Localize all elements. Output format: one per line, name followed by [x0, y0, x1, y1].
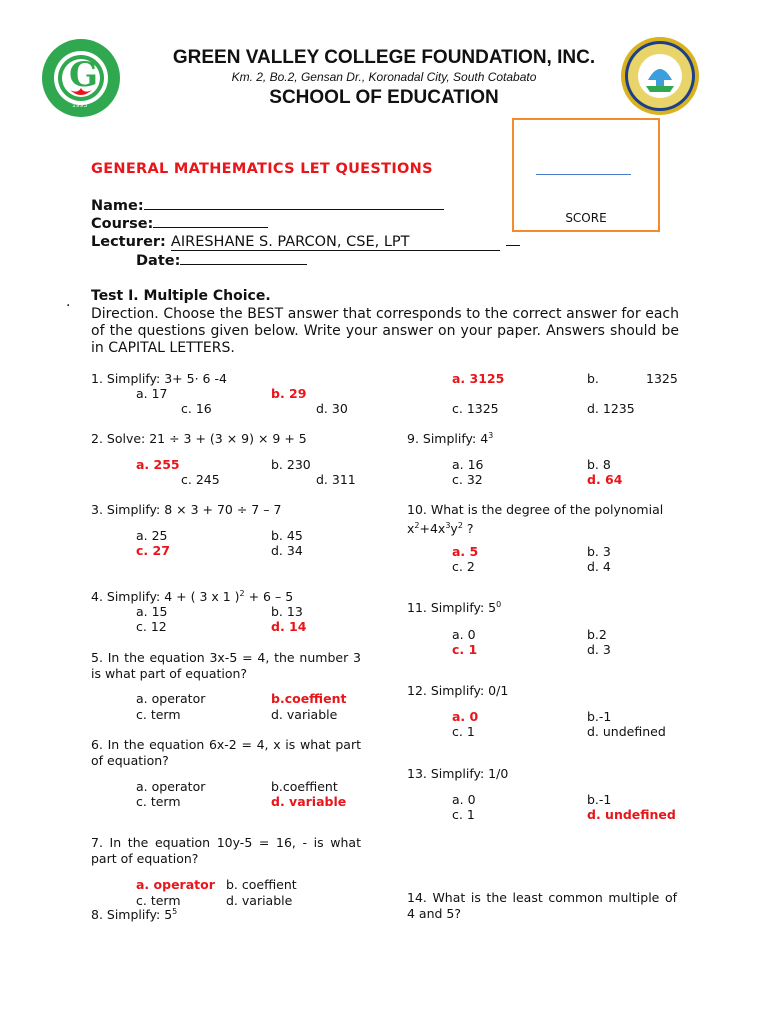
lecturer-label: Lecturer:	[91, 234, 166, 250]
q13-option-c[interactable]: c. 1	[452, 807, 475, 822]
org-title: GREEN VALLEY COLLEGE FOUNDATION, INC.	[172, 47, 596, 68]
q5-option-a[interactable]: a. operator	[136, 691, 206, 706]
q5-option-c[interactable]: c. term	[136, 707, 181, 722]
q12-option-b[interactable]: b.-1	[587, 709, 612, 724]
logo-letter: G	[69, 55, 99, 95]
q4-option-a[interactable]: a. 15	[136, 604, 168, 619]
q1-option-b[interactable]: b. 29	[271, 386, 307, 401]
test-title: Test I. Multiple Choice.	[91, 288, 271, 304]
q5-text: 5. In the equation 3x-5 = 4, the number 3 is what part of equation?	[91, 650, 361, 681]
q1-text: 1. Simplify: 3+ 5· 6 -4	[91, 371, 227, 386]
q10-option-d[interactable]: d. 4	[587, 559, 611, 574]
q1-option-d[interactable]: d. 30	[316, 401, 348, 416]
directions: Direction. Choose the BEST answer that corresponds to the correct answer for each of the questions given below. Write your answer on your paper. Answers should be in CAPITAL LETTERS.	[91, 306, 679, 356]
q2-option-a[interactable]: a. 255	[136, 457, 180, 472]
q8-option-b[interactable]: b.	[587, 371, 599, 386]
q6-text: 6. In the equation 6x-2 = 4, x is what part of equation?	[91, 737, 361, 768]
q3-option-b[interactable]: b. 45	[271, 528, 303, 543]
name-label: Name:	[91, 198, 144, 214]
q7-text: 7. In the equation 10y-5 = 16, - is what part of equation?	[91, 835, 361, 866]
lecturer-value: AIRESHANE S. PARCON, CSE, LPT	[171, 234, 500, 251]
q3-option-c[interactable]: c. 27	[136, 543, 170, 558]
q11-option-c[interactable]: c. 1	[452, 642, 478, 657]
q13-text: 13. Simplify: 1/0	[407, 766, 509, 781]
q7-option-b[interactable]: b. coeffient	[226, 877, 297, 892]
score-blank	[536, 174, 631, 175]
q8-option-b-value: 1325	[646, 371, 678, 386]
logo-year: 1995	[72, 102, 88, 109]
q2-option-d[interactable]: d. 311	[316, 472, 356, 487]
q3-option-a[interactable]: a. 25	[136, 528, 168, 543]
q10-option-b[interactable]: b. 3	[587, 544, 611, 559]
q3-text: 3. Simplify: 8 × 3 + 70 ÷ 7 – 7	[91, 502, 282, 517]
q14-text: 14. What is the least common multiple of 4 and 5?	[407, 890, 677, 921]
name-field[interactable]	[91, 197, 444, 214]
q9-option-c[interactable]: c. 32	[452, 472, 483, 487]
q4-text: 4. Simplify: 4 + ( 3 x 1 )$^2$ + 6 – 5	[91, 589, 294, 605]
stray-bullet: .	[66, 294, 71, 310]
q2-option-c[interactable]: c. 245	[181, 472, 220, 487]
q10-option-c[interactable]: c. 2	[452, 559, 475, 574]
q11-text: 11. Simplify: $5^0$	[407, 600, 502, 616]
q9-option-b[interactable]: b. 8	[587, 457, 611, 472]
date-label: Date:	[136, 253, 181, 269]
q13-option-d[interactable]: d. undefined	[587, 807, 676, 822]
course-label: Course:	[91, 216, 154, 232]
q12-option-d[interactable]: d. undefined	[587, 724, 666, 739]
q3-option-d[interactable]: d. 34	[271, 543, 303, 558]
q7-option-c[interactable]: c. term	[136, 893, 181, 908]
q10-option-a[interactable]: a. 5	[452, 544, 479, 559]
course-field[interactable]	[91, 215, 268, 232]
q9-option-d[interactable]: d. 64	[587, 472, 623, 487]
q12-option-c[interactable]: c. 1	[452, 724, 475, 739]
q2-option-b[interactable]: b. 230	[271, 457, 311, 472]
q12-text: 12. Simplify: 0/1	[407, 683, 509, 698]
q10-text: 10. What is the degree of the polynomial $x^2+4x^3y^2$ ?	[407, 502, 664, 537]
lecturer-field	[91, 233, 520, 250]
school-name: SCHOOL OF EDUCATION	[269, 87, 499, 108]
q1-option-a[interactable]: a. 17	[136, 386, 168, 401]
q6-option-b[interactable]: b.coeffient	[271, 779, 338, 794]
q11-option-d[interactable]: d. 3	[587, 642, 611, 657]
q4-option-b[interactable]: b. 13	[271, 604, 303, 619]
q7-option-a[interactable]: a. operator	[136, 877, 215, 892]
school-of-education-seal	[620, 36, 700, 116]
score-label: SCORE	[565, 211, 607, 225]
q11-option-a[interactable]: a. 0	[452, 627, 476, 642]
q7-option-d[interactable]: d. variable	[226, 893, 293, 908]
q9-option-a[interactable]: a. 16	[452, 457, 484, 472]
q4-option-c[interactable]: c. 12	[136, 619, 167, 634]
score-box	[512, 118, 660, 232]
q6-option-d[interactable]: d. variable	[271, 794, 347, 809]
q8-option-a[interactable]: a. 3125	[452, 371, 505, 386]
q6-option-a[interactable]: a. operator	[136, 779, 206, 794]
q8-text: 8. Simplify: $5^5$	[91, 907, 178, 923]
q11-option-b[interactable]: b.2	[587, 627, 607, 642]
q1-option-c[interactable]: c. 16	[181, 401, 212, 416]
q8-option-c[interactable]: c. 1325	[452, 401, 499, 416]
q12-option-a[interactable]: a. 0	[452, 709, 479, 724]
q5-option-b[interactable]: b.coeffient	[271, 691, 347, 706]
q4-option-d[interactable]: d. 14	[271, 619, 307, 634]
q6-option-c[interactable]: c. term	[136, 794, 181, 809]
exam-title: GENERAL MATHEMATICS LET QUESTIONS	[91, 161, 433, 177]
date-field[interactable]	[136, 252, 307, 269]
q2-text: 2. Solve: 21 ÷ 3 + (3 × 9) × 9 + 5	[91, 431, 307, 446]
q5-option-d[interactable]: d. variable	[271, 707, 338, 722]
q8-option-d[interactable]: d. 1235	[587, 401, 635, 416]
org-address: Km. 2, Bo.2, Gensan Dr., Koronadal City, South Cotabato	[231, 70, 537, 84]
q13-option-b[interactable]: b.-1	[587, 792, 612, 807]
q13-option-a[interactable]: a. 0	[452, 792, 476, 807]
q9-text: 9. Simplify: $4^3$	[407, 431, 494, 447]
